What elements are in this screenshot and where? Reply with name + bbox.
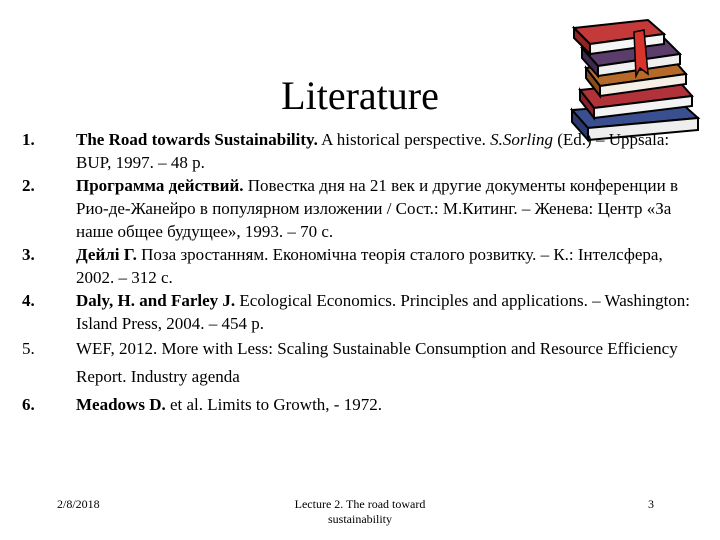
reference-tail: (Ed.) – Uppsala: BUP, 1997. – 48 p. [76,130,670,172]
reference-text: Ecological Economics. Principles and applications. – Washington: Island Press, 2004. – 454 p. [76,291,691,333]
reference-number: 2. [22,176,35,195]
footer-lecture-title: Lecture 2. The road toward sustainability [294,497,426,526]
reference-item-5 [22,335,692,391]
reference-number: 1. [22,130,35,149]
reference-editor: S.Sorling [490,130,553,149]
reference-item-2 [22,174,692,243]
reference-item-3 [22,243,692,289]
reference-number: 6. [22,395,35,414]
reference-text: WEF, 2012. More with Less: Scaling Sustainable Consumption and Resource Efficiency Report. Industry agenda [76,339,678,386]
reference-item-6 [22,391,692,419]
reference-text: A historical perspective. [317,130,491,149]
stack-of-books-icon [560,14,710,144]
footer-page-number: 3 [648,497,654,511]
reference-number: 3. [22,245,35,264]
reference-item-1 [22,128,692,174]
reference-bold-title: Программа действий. [76,176,244,195]
reference-bold-title: Дейлі Г. [76,245,137,264]
reference-list [22,128,692,419]
reference-bold-title: The Road towards Sustainability. [76,130,318,149]
reference-bold-title: Meadows D. [76,395,166,414]
reference-text: et al. Limits to Growth, - 1972. [165,395,382,414]
reference-number: 4. [22,291,35,310]
reference-bold-title: Daly, H. and Farley J. [76,291,236,310]
reference-item-4 [22,289,692,335]
footer-date: 2/8/2018 [57,497,100,511]
reference-text: Поза зростанням. Економічна теорія сталого розвитку. – К.: Інтелсфера, 2002. – 312 с. [76,245,663,287]
reference-number: 5. [22,339,35,358]
slide-title: Literature [281,73,439,118]
reference-text: Повестка дня на 21 век и другие документы конференции в Рио-де-Жанейро в популярном изложении / Сост.: М.Китинг. – Женева: Центр «За наше общее будущее», 1993. – 70 с. [76,176,679,241]
